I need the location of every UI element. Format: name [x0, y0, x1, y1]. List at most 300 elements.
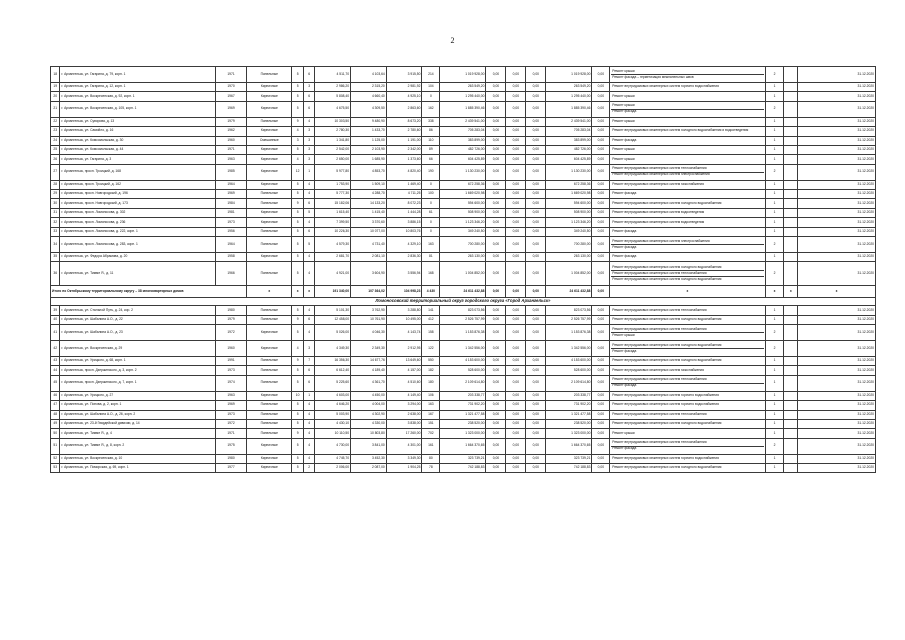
total-area-cell: 4 921,00	[315, 262, 351, 286]
repair-works-cell	[610, 92, 765, 101]
repair-work-item: Ремонт внутридомовых инженерных систем холодного водоснабжения	[612, 200, 722, 205]
cost-cell: 700 280,00	[440, 236, 486, 252]
fund-cell: 0,00	[526, 136, 546, 145]
repair-works-cell	[610, 252, 765, 261]
fund-cell: 0,00	[592, 67, 610, 83]
entrances-cell: 6	[303, 315, 315, 324]
living-area-cell: 14 133,20	[351, 199, 387, 208]
fund-cell: 0,00	[506, 366, 526, 375]
residential-area-cell: 4 510,60	[386, 375, 422, 391]
table-row	[51, 410, 876, 419]
repair-work-item: Ремонт крыши	[612, 68, 635, 73]
repair-work-item: Ремонт внутридомовых инженерных систем теплоснабжения	[612, 377, 707, 382]
fund-cell: 0,00	[486, 315, 506, 324]
deadline-cell: 31.12.2020	[798, 92, 876, 101]
fund-cell: 0,00	[486, 419, 506, 428]
wall-material-cell: Кирпичные	[247, 180, 292, 189]
address-cell: г. Архангельск, просп. Ломоносова, д. 222, корп. 1	[60, 227, 215, 236]
repair-work-item: Ремонт крыши	[611, 332, 763, 338]
residents-cell: 412	[422, 315, 440, 324]
empty-cell	[784, 127, 798, 136]
wall-material-cell: Панельные	[247, 117, 292, 126]
residents-cell: 78	[422, 464, 440, 473]
floors-cell: 9	[292, 429, 304, 438]
owners-funds-cell: 508 900,00	[546, 208, 592, 217]
fund-cell: 0,00	[592, 419, 610, 428]
address-cell: г. Архангельск, ул. Тимме Я., д. 11	[60, 262, 215, 286]
repair-work-item: Ремонт внутридомовых инженерных систем холодного водоснабжения	[611, 276, 763, 282]
repair-work-item: Ремонт внутридомовых инженерных систем теплоснабжения	[612, 440, 707, 445]
year-cell: 1991	[215, 357, 246, 366]
repair-works-cell	[610, 117, 765, 126]
living-area-cell: 4 103,64	[351, 67, 387, 83]
owners-funds-cell: 482 726,00	[546, 145, 592, 154]
cost-cell: 1 295 440,00	[440, 92, 486, 101]
residential-area-cell: 1 904,25	[386, 464, 422, 473]
residents-cell: 182	[422, 366, 440, 375]
fund-cell: 0,00	[506, 164, 526, 180]
wall-material-cell: Кирпичные	[247, 208, 292, 217]
fund-cell: 0,00	[526, 199, 546, 208]
owners-funds-cell: 1 885 390,46	[546, 101, 592, 117]
wall-material-cell: Кирпичные	[247, 454, 292, 463]
district-total-row	[51, 286, 876, 298]
row-number-cell: 33	[51, 227, 60, 236]
living-area-cell: 4 361,70	[351, 375, 387, 391]
fund-cell: 0,00	[526, 190, 546, 199]
fund-cell: 0,00	[486, 262, 506, 286]
table-row	[51, 218, 876, 227]
cost-cell: 1 004 852,00	[440, 262, 486, 286]
residential-area-cell: 13 649,60	[386, 357, 422, 366]
residents-cell: 190	[422, 164, 440, 180]
entrances-cell: 1	[303, 164, 315, 180]
total-area-cell: 5 977,80	[315, 164, 351, 180]
repair-works-cell	[610, 429, 765, 438]
empty-cell	[784, 306, 798, 315]
entrances-cell: 6	[303, 92, 315, 101]
works-count-cell: 1	[765, 306, 784, 315]
works-count-cell: 2	[765, 67, 784, 83]
floors-cell: 5	[292, 306, 304, 315]
fund-cell: 0,00	[486, 375, 506, 391]
floors-cell: 5	[292, 92, 304, 101]
floors-cell: 5	[292, 208, 304, 217]
deadline-cell: 31.12.2020	[798, 391, 876, 400]
fund-cell: 0,00	[506, 410, 526, 419]
living-area-cell: 4 330,00	[351, 419, 387, 428]
repair-work-item: Ремонт крыши	[612, 119, 635, 124]
residential-area-cell: 10 495,00	[386, 315, 422, 324]
year-cell: 1979	[215, 117, 246, 126]
row-number-cell: 51	[51, 438, 60, 454]
table-row	[51, 180, 876, 189]
owners-funds-cell: 700 280,00	[546, 236, 592, 252]
total-area-cell: 15 182,06	[315, 199, 351, 208]
repair-works-cell	[610, 145, 765, 154]
row-number-cell: 30	[51, 199, 60, 208]
living-area-cell: 4 660,40	[351, 92, 387, 101]
residential-area-cell: 8 673,20	[386, 117, 422, 126]
cost-cell: 594 600,00	[440, 199, 486, 208]
repair-works-cell	[610, 101, 765, 117]
cost-cell: 349 240,50	[440, 227, 486, 236]
repair-works-cell	[610, 357, 765, 366]
wall-material-cell: Панельные	[247, 315, 292, 324]
residents-cell: 338	[422, 117, 440, 126]
address-cell: г. Архангельск, ул. Урицкого, д. 68, корп. 1	[60, 357, 215, 366]
repair-work-item: Ремонт фасада	[611, 348, 763, 354]
year-cell: 1970	[215, 82, 246, 91]
empty-cell	[784, 164, 798, 180]
fund-cell: 0,00	[486, 366, 506, 375]
total-label-cell: Итого по Октябрьскому территориальному округу – 38 многоквартирных домов	[51, 286, 247, 298]
cost-cell: 1 664 370,65	[440, 438, 486, 454]
deadline-cell: 31.12.2020	[798, 306, 876, 315]
residential-area-cell: 2 638,00	[386, 410, 422, 419]
fund-cell: 0,00	[526, 438, 546, 454]
fund-cell: 0,00	[526, 357, 546, 366]
fund-cell: 0,00	[526, 325, 546, 341]
owners-funds-cell: 203 338,77	[546, 391, 592, 400]
table-row	[51, 101, 876, 117]
address-cell: г. Архангельск, ул. Гагарина, д. 79, корп. 1	[60, 67, 215, 83]
cost-cell: 1 321 477,58	[440, 410, 486, 419]
total-area-cell: 4 745,70	[315, 454, 351, 463]
floors-cell: 5	[292, 145, 304, 154]
total-x-cell: х	[247, 286, 292, 298]
wall-material-cell: Кирпичные	[247, 341, 292, 357]
fund-cell: 0,00	[506, 180, 526, 189]
entrances-cell: 4	[303, 306, 315, 315]
row-number-cell: 45	[51, 375, 60, 391]
repair-work-item: Ремонт внутридомовых инженерных систем водоотведения	[612, 210, 705, 215]
fund-cell: 0,00	[526, 92, 546, 101]
total-area-cell: 191 340,00	[315, 286, 351, 298]
row-number-cell: 43	[51, 357, 60, 366]
fund-cell: 0,00	[506, 438, 526, 454]
owners-funds-cell: 1 295 440,00	[546, 92, 592, 101]
total-area-cell: 4 603,00	[315, 391, 351, 400]
year-cell: 1967	[215, 92, 246, 101]
table-row	[51, 357, 876, 366]
living-area-cell: 3 762,90	[351, 306, 387, 315]
deadline-cell: 31.12.2020	[798, 199, 876, 208]
row-number-cell: 49	[51, 419, 60, 428]
residents-cell: 80	[422, 454, 440, 463]
cost-cell: 1 885 390,46	[440, 101, 486, 117]
total-fund-cell: 0,00	[526, 286, 546, 298]
table-row	[51, 438, 876, 454]
works-count-cell: 1	[765, 366, 784, 375]
works-count-cell: 2	[765, 164, 784, 180]
cost-cell: 4 153 600,00	[440, 357, 486, 366]
repair-works-cell	[610, 464, 765, 473]
floors-cell: 5	[292, 438, 304, 454]
address-cell: г. Архангельск, ул. Шабалина А.О., д. 23	[60, 325, 215, 341]
year-cell: 1974	[215, 375, 246, 391]
section-header-row	[51, 298, 876, 306]
floors-cell: 10	[292, 391, 304, 400]
repair-work-item: Ремонт внутридомовых инженерных систем газоснабжения	[612, 181, 704, 186]
deadline-cell: 31.12.2020	[798, 429, 876, 438]
repair-work-item: Ремонт внутридомовых инженерных систем теплоснабжения	[611, 270, 763, 276]
works-count-cell: 1	[765, 252, 784, 261]
fund-cell: 0,00	[526, 164, 546, 180]
address-cell: г. Архангельск, ул. Комсомольская, д. 44	[60, 145, 215, 154]
year-cell: 1975	[215, 438, 246, 454]
total-fund-cell: 0,00	[506, 286, 526, 298]
works-count-cell: 1	[765, 208, 784, 217]
address-cell: г. Архангельск, ул. Тимме Я., д. 8, корп. 2	[60, 438, 215, 454]
empty-cell	[784, 419, 798, 428]
entrances-cell: 6	[303, 227, 315, 236]
living-area-cell: 1 509,10	[351, 180, 387, 189]
deadline-cell: 31.12.2020	[798, 454, 876, 463]
repair-works-cell	[610, 419, 765, 428]
total-area-cell: 5 101,30	[315, 306, 351, 315]
residents-cell: 168	[422, 262, 440, 286]
total-area-cell: 1 341,80	[315, 136, 351, 145]
repair-works-cell	[610, 315, 765, 324]
works-count-cell: 1	[765, 391, 784, 400]
floors-cell: 5	[292, 410, 304, 419]
entrances-cell: 3	[303, 127, 315, 136]
year-cell: 1962	[215, 127, 246, 136]
cost-cell: 1 123 346,20	[440, 218, 486, 227]
fund-cell: 0,00	[506, 82, 526, 91]
repair-works-cell	[610, 208, 765, 217]
fund-cell: 0,00	[592, 227, 610, 236]
address-cell: г. Архангельск, ул. Федора Абрамова, д. 20	[60, 252, 215, 261]
address-cell: г. Архангельск, ул. Шабалина А.О., д. 22	[60, 315, 215, 324]
total-area-cell: 10 226,30	[315, 227, 351, 236]
residents-cell: 0	[422, 227, 440, 236]
total-area-cell: 5 003,90	[315, 410, 351, 419]
repair-work-item: Ремонт фасада	[611, 109, 763, 115]
table-row	[51, 92, 876, 101]
entrances-cell: 4	[303, 117, 315, 126]
owners-funds-cell: 1 019 928,00	[546, 67, 592, 83]
floors-cell: 12	[292, 164, 304, 180]
table-row	[51, 190, 876, 199]
table-row	[51, 306, 876, 315]
fund-cell: 0,00	[592, 127, 610, 136]
fund-cell: 0,00	[592, 366, 610, 375]
owners-funds-cell: 1 123 346,20	[546, 218, 592, 227]
fund-cell: 0,00	[486, 101, 506, 117]
repair-work-item: Ремонт крыши	[612, 156, 635, 161]
fund-cell: 0,00	[486, 208, 506, 217]
residential-area-cell: 3 288,80	[386, 306, 422, 315]
address-cell: г. Архангельск, просп. Троицкий, д. 162	[60, 180, 215, 189]
fund-cell: 0,00	[526, 375, 546, 391]
empty-cell	[784, 357, 798, 366]
floors-cell: 5	[292, 375, 304, 391]
works-count-cell: 1	[765, 199, 784, 208]
fund-cell: 0,00	[486, 306, 506, 315]
address-cell: г. Архангельск, ул. Гагарина, д. 12, корп. 1	[60, 82, 215, 91]
cost-cell: 1 669 020,98	[440, 190, 486, 199]
fund-cell: 0,00	[592, 341, 610, 357]
owners-funds-cell: 383 899,00	[546, 136, 592, 145]
deadline-cell: 31.12.2020	[798, 357, 876, 366]
deadline-cell: 31.12.2020	[798, 262, 876, 286]
living-area-cell: 4 302,90	[351, 410, 387, 419]
fund-cell: 0,00	[506, 357, 526, 366]
row-number-cell: 41	[51, 325, 60, 341]
owners-funds-cell: 1 004 852,00	[546, 262, 592, 286]
deadline-cell: 31.12.2020	[798, 145, 876, 154]
entrances-cell: 2	[303, 464, 315, 473]
total-area-cell: 2 986,20	[315, 82, 351, 91]
fund-cell: 0,00	[526, 429, 546, 438]
repair-works-cell	[610, 262, 765, 286]
fund-cell: 0,00	[592, 92, 610, 101]
year-cell: 1963	[215, 391, 246, 400]
address-cell: г. Архангельск, ул. Урицкого, д. 27	[60, 391, 215, 400]
fund-cell: 0,00	[592, 252, 610, 261]
cost-cell: 705 283,04	[440, 127, 486, 136]
fund-cell: 0,00	[592, 429, 610, 438]
residents-cell: 0	[422, 199, 440, 208]
residential-area-cell: 4 329,10	[386, 236, 422, 252]
year-cell: 1971	[215, 429, 246, 438]
residents-cell: 100	[422, 190, 440, 199]
total-area-cell: 4 430,10	[315, 419, 351, 428]
owners-funds-cell: 604 425,89	[546, 155, 592, 164]
table-row	[51, 145, 876, 154]
living-area-cell: 10 761,90	[351, 315, 387, 324]
fund-cell: 0,00	[526, 262, 546, 286]
residents-cell: 161	[422, 438, 440, 454]
works-count-cell: 1	[765, 375, 784, 391]
cost-cell: 2 439 541,00	[440, 117, 486, 126]
empty-cell	[784, 464, 798, 473]
fund-cell: 0,00	[526, 366, 546, 375]
total-owners-cell: 24 611 432,88	[546, 286, 592, 298]
wall-material-cell: Панельные	[247, 401, 292, 410]
total-area-cell: 1 753,90	[315, 180, 351, 189]
works-count-cell: 2	[765, 236, 784, 252]
deadline-cell: 31.12.2020	[798, 325, 876, 341]
address-cell: г. Архангельск, ул. Воскресенская, д. 92, корп. 1	[60, 92, 215, 101]
total-x-cell: х	[784, 286, 798, 298]
residents-cell: 151	[422, 419, 440, 428]
repair-work-item: Ремонт крыши	[612, 147, 635, 152]
fund-cell: 0,00	[526, 208, 546, 217]
table-row	[51, 236, 876, 252]
table-row	[51, 419, 876, 428]
year-cell: 1971	[215, 145, 246, 154]
wall-material-cell: Панельные	[247, 262, 292, 286]
residents-cell: 81	[422, 252, 440, 261]
residential-area-cell: 3 915,50	[386, 67, 422, 83]
entrances-cell: 6	[303, 199, 315, 208]
repair-works-cell	[610, 391, 765, 400]
table-row	[51, 366, 876, 375]
empty-cell	[784, 252, 798, 261]
fund-cell: 0,00	[506, 375, 526, 391]
year-cell: 1956	[215, 227, 246, 236]
row-number-cell: 27	[51, 164, 60, 180]
fund-cell: 0,00	[506, 101, 526, 117]
fund-cell: 0,00	[486, 464, 506, 473]
fund-cell: 0,00	[486, 227, 506, 236]
living-area-cell: 10 077,00	[351, 227, 387, 236]
row-number-cell: 29	[51, 190, 60, 199]
year-cell: 1973	[215, 410, 246, 419]
fund-cell: 0,00	[526, 218, 546, 227]
address-cell: г. Архангельск, просп. Ломоносова, д. 236	[60, 218, 215, 227]
residents-cell: 89	[422, 145, 440, 154]
empty-cell	[784, 227, 798, 236]
fund-cell: 0,00	[506, 315, 526, 324]
fund-cell: 0,00	[592, 325, 610, 341]
repair-works-cell	[610, 341, 765, 357]
deadline-cell: 31.12.2020	[798, 419, 876, 428]
fund-cell: 0,00	[526, 341, 546, 357]
floors-cell: 5	[292, 419, 304, 428]
deadline-cell: 31.12.2020	[798, 117, 876, 126]
repair-works-cell	[610, 236, 765, 252]
living-area-cell: 14 677,76	[351, 357, 387, 366]
fund-cell: 0,00	[486, 357, 506, 366]
deadline-cell: 31.12.2020	[798, 252, 876, 261]
repair-works-cell	[610, 67, 765, 83]
floors-cell: 9	[292, 199, 304, 208]
empty-cell	[784, 236, 798, 252]
entrances-cell: 4	[303, 429, 315, 438]
year-cell: 1971	[215, 67, 246, 83]
residential-area-cell: 2 863,60	[386, 101, 422, 117]
repair-works-cell	[610, 401, 765, 410]
fund-cell: 0,00	[592, 208, 610, 217]
residential-area-cell: 2 836,30	[386, 252, 422, 261]
empty-cell	[784, 92, 798, 101]
living-area-cell: 4 046,30	[351, 325, 387, 341]
cost-cell: 731 902,20	[440, 401, 486, 410]
total-area-cell: 5 808,40	[315, 92, 351, 101]
cost-cell: 742 188,83	[440, 464, 486, 473]
address-cell: г. Архангельск, ул. 23-й Гвардейской дивизии, д. 14	[60, 419, 215, 428]
residential-area-cell: 17 260,00	[386, 429, 422, 438]
deadline-cell: 31.12.2020	[798, 101, 876, 117]
living-area-cell: 1 415,40	[351, 208, 387, 217]
fund-cell: 0,00	[506, 117, 526, 126]
repair-works-cell	[610, 306, 765, 315]
residents-cell: 214	[422, 67, 440, 83]
fund-cell: 0,00	[526, 67, 546, 83]
residential-area-cell: 1 444,28	[386, 208, 422, 217]
works-count-cell: 1	[765, 454, 784, 463]
empty-cell	[784, 366, 798, 375]
works-count-cell: 2	[765, 262, 784, 286]
address-cell: г. Архангельск, ул. Гагарина, д. 3	[60, 155, 215, 164]
total-x-cell: х	[765, 286, 784, 298]
total-living-cell: 107 364,02	[351, 286, 387, 298]
repair-work-item: Ремонт внутридомовых инженерных систем горячего водоснабжения	[612, 402, 719, 407]
cost-cell: 263 130,00	[440, 252, 486, 261]
wall-material-cell: Панельные	[247, 366, 292, 375]
row-number-cell: 20	[51, 92, 60, 101]
wall-material-cell: Панельные	[247, 199, 292, 208]
entrances-cell: 3	[303, 341, 315, 357]
wall-material-cell: Кирпичные	[247, 145, 292, 154]
wall-material-cell: Панельные	[247, 227, 292, 236]
total-area-cell: 4 349,30	[315, 341, 351, 357]
owners-funds-cell: 238 520,00	[546, 419, 592, 428]
